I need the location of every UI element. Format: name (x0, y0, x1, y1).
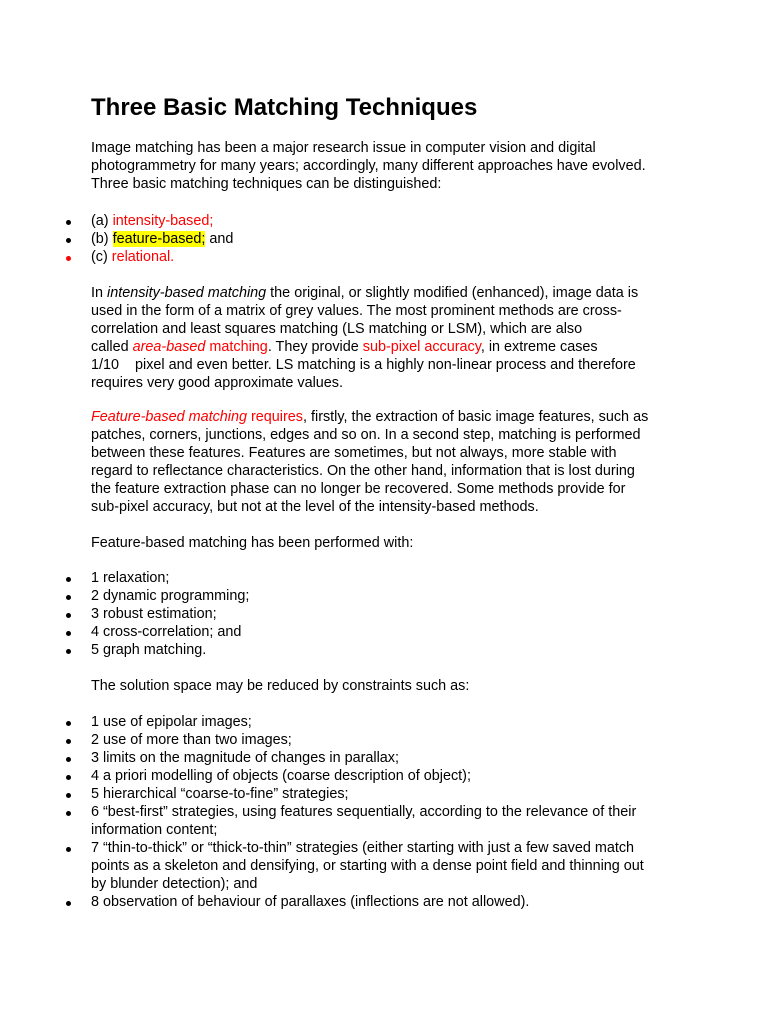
technique-term: relational. (111, 249, 175, 265)
list-item-text: 6 “best-first” strategies, using features sequentially, according to the relevance of their (91, 804, 637, 820)
emphasis: area-based (132, 339, 206, 355)
performed-intro: Feature-based matching has been performed with: (91, 535, 414, 551)
list-item (0, 731, 768, 749)
text-line: In intensity-based matching the original, or slightly modified (enhanced), image data is (91, 285, 639, 301)
emphasis: intensity-based matching (107, 285, 267, 301)
list-item (0, 767, 768, 785)
intro-paragraph (91, 139, 691, 193)
bullet-icon (66, 811, 71, 816)
item-prefix: (b) (91, 231, 113, 247)
text-line: requires very good approximate values. (91, 375, 343, 391)
list-item-technique-b (0, 230, 768, 248)
text-line: patches, corners, junctions, edges and so on. In a second step, matching is performed (91, 427, 641, 443)
list-item-text: 1 use of epipolar images; (91, 714, 252, 730)
bullet-icon (66, 595, 71, 600)
bullet-icon (66, 775, 71, 780)
text-line: between these features. Features are sometimes, but not always, more stable with (91, 445, 617, 461)
list-item (0, 803, 768, 839)
constraints-list (0, 713, 768, 911)
list-item (0, 839, 768, 893)
feature-paragraph (91, 408, 691, 516)
bullet-icon (66, 613, 71, 618)
bullet-icon (66, 739, 71, 744)
text-line: sub-pixel accuracy, but not at the level of the intensity-based methods. (91, 499, 539, 515)
emphasis: Feature-based matching (91, 409, 247, 425)
list-item-text: 5 hierarchical “coarse-to-fine” strategies; (91, 786, 349, 802)
list-item-text: points as a skeleton and densifying, or starting with a dense point field and thinning out (91, 858, 644, 874)
list-item-technique-a (0, 212, 768, 230)
performed-list (0, 569, 768, 659)
list-item (0, 569, 768, 587)
text-line: photogrammetry for many years; accordingly, many different approaches have evolved. (91, 158, 646, 174)
list-item-text: 1 relaxation; (91, 570, 170, 586)
list-item-text: information content; (91, 822, 218, 838)
bullet-icon (66, 631, 71, 636)
text-line: Image matching has been a major research issue in computer vision and digital (91, 140, 596, 156)
technique-term: intensity-based; (112, 213, 214, 229)
text-line: 1/10 pixel and even better. LS matching is a highly non-linear process and therefore (91, 357, 636, 373)
bullet-icon (66, 847, 71, 852)
list-item-text: 3 limits on the magnitude of changes in parallax; (91, 750, 399, 766)
text-line: used in the form of a matrix of grey values. The most prominent methods are cross- (91, 303, 622, 319)
item-prefix: (c) (91, 249, 112, 265)
highlighted-term: sub-pixel accuracy (362, 339, 481, 355)
text-line: called area-based matching. They provide sub-pixel accuracy, in extreme cases (91, 339, 598, 355)
text-line: correlation and least squares matching (LS matching or LSM), which are also (91, 321, 583, 337)
list-item-text: 2 dynamic programming; (91, 588, 250, 604)
list-item-text: by blunder detection); and (91, 876, 258, 892)
bullet-icon (66, 220, 71, 225)
text-line: Three basic matching techniques can be distinguished: (91, 176, 442, 192)
text-line: Feature-based matching requires, firstly, the extraction of basic image features, such as (91, 409, 649, 425)
list-item (0, 893, 768, 911)
list-item-text: 4 a priori modelling of objects (coarse description of object); (91, 768, 471, 784)
page-title: Three Basic Matching Techniques (91, 94, 478, 121)
bullet-icon (66, 577, 71, 582)
list-item-text: 5 graph matching. (91, 642, 207, 658)
text-line: regard to reflectance characteristics. On the other hand, information that is lost during (91, 463, 635, 479)
highlighted-term: feature-based; (112, 231, 206, 247)
bullet-icon (66, 901, 71, 906)
list-item (0, 605, 768, 623)
list-item (0, 713, 768, 731)
constraints-intro: The solution space may be reduced by constraints such as: (91, 678, 470, 694)
bullet-icon (66, 649, 71, 654)
list-item (0, 587, 768, 605)
bullet-icon (66, 256, 71, 261)
list-item-text: 8 observation of behaviour of parallaxes (inflections are not allowed). (91, 894, 530, 910)
list-item (0, 641, 768, 659)
item-prefix: (a) (91, 213, 113, 229)
list-item-text: 2 use of more than two images; (91, 732, 292, 748)
list-item-text: 3 robust estimation; (91, 606, 217, 622)
item-suffix: and (205, 231, 234, 247)
list-item (0, 785, 768, 803)
bullet-icon (66, 793, 71, 798)
text-line: the feature extraction phase can no longer be recovered. Some methods provide for (91, 481, 626, 497)
list-item (0, 623, 768, 641)
list-item-text: 7 “thin-to-thick” or “thick-to-thin” strategies (either starting with just a few saved match (91, 840, 635, 856)
bullet-icon (66, 238, 71, 243)
list-item (0, 749, 768, 767)
bullet-icon (66, 757, 71, 762)
list-item-technique-c (0, 248, 768, 266)
intensity-paragraph (91, 284, 691, 392)
techniques-list (0, 212, 768, 266)
list-item-text: 4 cross-correlation; and (91, 624, 242, 640)
bullet-icon (66, 721, 71, 726)
